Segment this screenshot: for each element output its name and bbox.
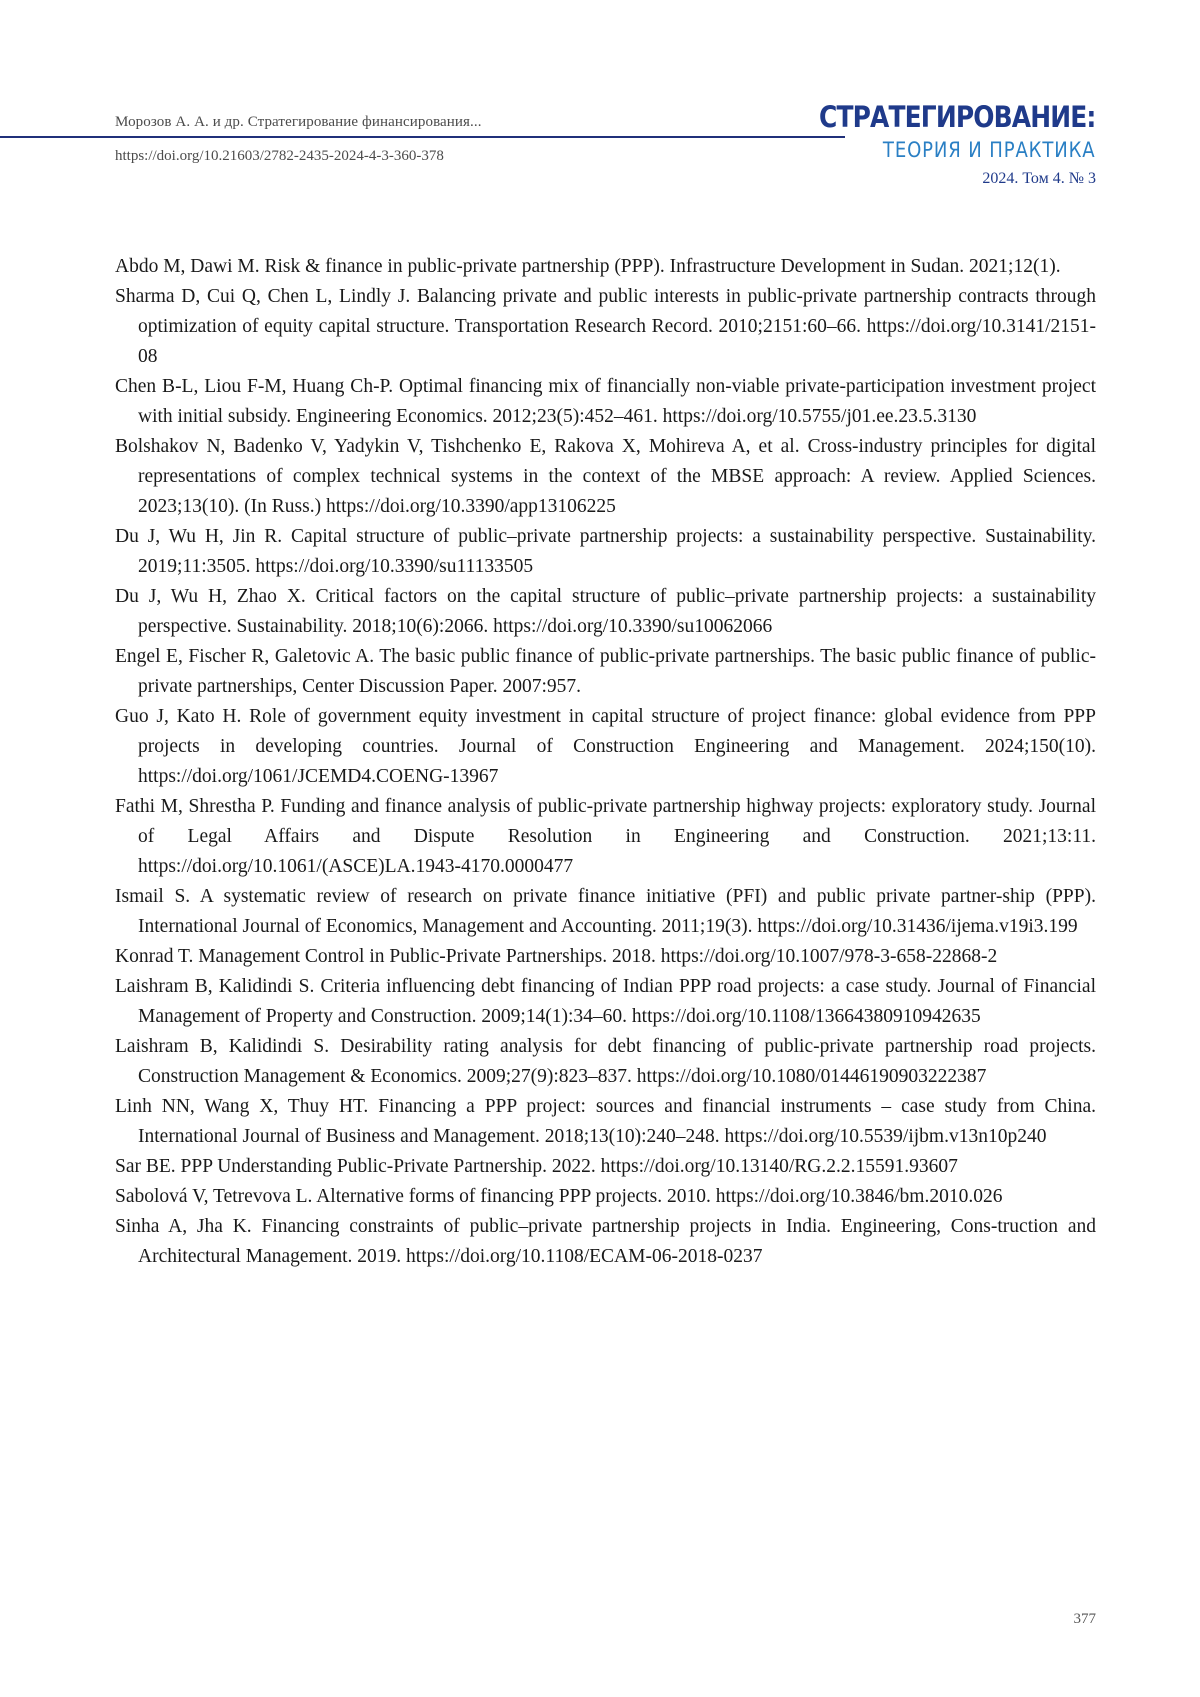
reference-item: Ismail S. A systematic review of research on private finance initiative (PFI) and public private partner-ship (PPP). International Journal of Economics, Management and Accounting. 2011;19(3). https://doi.org/10.31436/ijema.v19i3.199 <box>115 886 1096 937</box>
reference-item: Chen B-L, Liou F-M, Huang Ch-P. Optimal financing mix of financially non-viable private-participation investment project with initial subsidy. Engineering Economics. 2012;23(5):452–461. https://doi.org/10.5755/j01.ee.23.5.3130 <box>115 376 1096 427</box>
reference-item: Du J, Wu H, Jin R. Capital structure of public–private partnership projects: a sustainability perspective. Sustainability. 2019;11:3505. https://doi.org/10.3390/su11133505 <box>115 526 1096 577</box>
reference-item: Du J, Wu H, Zhao X. Critical factors on the capital structure of public–private partnership projects: a sustainability perspective. Sustainability. 2018;10(6):2066. https://doi.org/10.3390/su10062066 <box>115 586 1096 637</box>
reference-item: Abdo M, Dawi M. Risk & finance in public-private partnership (PPP). Infrastructure Development in Sudan. 2021;12(1). <box>115 256 1061 277</box>
journal-title: СТРАТЕГИРОВАНИЕ: <box>819 100 1096 134</box>
reference-list <box>115 252 1096 1272</box>
reference-item: Linh NN, Wang X, Thuy HT. Financing a PPP project: sources and financial instruments – case study from China. International Journal of Business and Management. 2018;13(10):240–248. https://doi.org/10.5539/ijbm.v13n10p240 <box>115 1096 1096 1147</box>
reference-item: Sabolová V, Tetrevova L. Alternative forms of financing PPP projects. 2010. https://doi.org/10.3846/bm.2010.026 <box>115 1186 1003 1207</box>
article-doi-link[interactable]: https://doi.org/10.21603/2782-2435-2024-4-3-360-378 <box>115 148 444 164</box>
reference-item: Fathi M, Shrestha P. Funding and finance analysis of public-private partnership highway projects: exploratory study. Journal of Legal Affairs and Dispute Resolution in Engineering and Construction. 2021;13:11. https://doi.org/10.1061/(ASCE)LA.1943-4170.0000477 <box>115 796 1096 877</box>
reference-item: Guo J, Kato H. Role of government equity investment in capital structure of project finance: global evidence from PPP projects in developing countries. Journal of Construction Engineering and Management. 2024;150(10). https://doi.org/1061/JCEMD4.COENG-13967 <box>115 706 1096 787</box>
reference-item: Laishram B, Kalidindi S. Desirability rating analysis for debt financing of public-private partnership road projects. Construction Management & Economics. 2009;27(9):823–837. https://doi.org/10.1080/01446190903222387 <box>115 1036 1096 1087</box>
page-number: 377 <box>1073 1611 1096 1627</box>
journal-issue: 2024. Том 4. № 3 <box>982 170 1096 187</box>
journal-subtitle: ТЕОРИЯ И ПРАКТИКА <box>883 138 1096 162</box>
reference-item: Sar BE. PPP Understanding Public-Private Partnership. 2022. https://doi.org/10.13140/RG.2.2.15591.93607 <box>115 1156 958 1177</box>
reference-item: Bolshakov N, Badenko V, Yadykin V, Tishchenko E, Rakova X, Mohireva A, et al. Cross-industry principles for digital representations of complex technical systems in the context of the MBSE approach: A review. Applied Sciences. 2023;13(10). (In Russ.) https://doi.org/10.3390/app13106225 <box>115 436 1096 517</box>
reference-item: Sinha A, Jha K. Financing constraints of public–private partnership projects in India. Engineering, Cons-truction and Architectural Management. 2019. https://doi.org/10.1108/ECAM-06-2018-0237 <box>115 1216 1096 1267</box>
reference-item: Sharma D, Cui Q, Chen L, Lindly J. Balancing private and public interests in public-private partnership contracts through optimization of equity capital structure. Transportation Research Record. 2010;2151:60–66. https://doi.org/10.3141/2151-08 <box>115 286 1096 367</box>
reference-item: Konrad T. Management Control in Public-Private Partnerships. 2018. https://doi.org/10.1007/978-3-658-22868-2 <box>115 946 998 967</box>
running-header-authors: Морозов А. А. и др. Стратегирование финансирования... <box>115 114 482 130</box>
header-rule <box>0 136 845 138</box>
reference-item: Engel E, Fischer R, Galetovic A. The basic public finance of public-private partnerships. The basic public finance of public-private partnerships, Center Discussion Paper. 2007:957. <box>115 646 1096 697</box>
journal-logo <box>774 100 1096 188</box>
reference-item: Laishram B, Kalidindi S. Criteria influencing debt financing of Indian PPP road projects: a case study. Journal of Financial Management of Property and Construction. 2009;14(1):34–60. https://doi.org/10.1108/13664380910942635 <box>115 976 1096 1027</box>
